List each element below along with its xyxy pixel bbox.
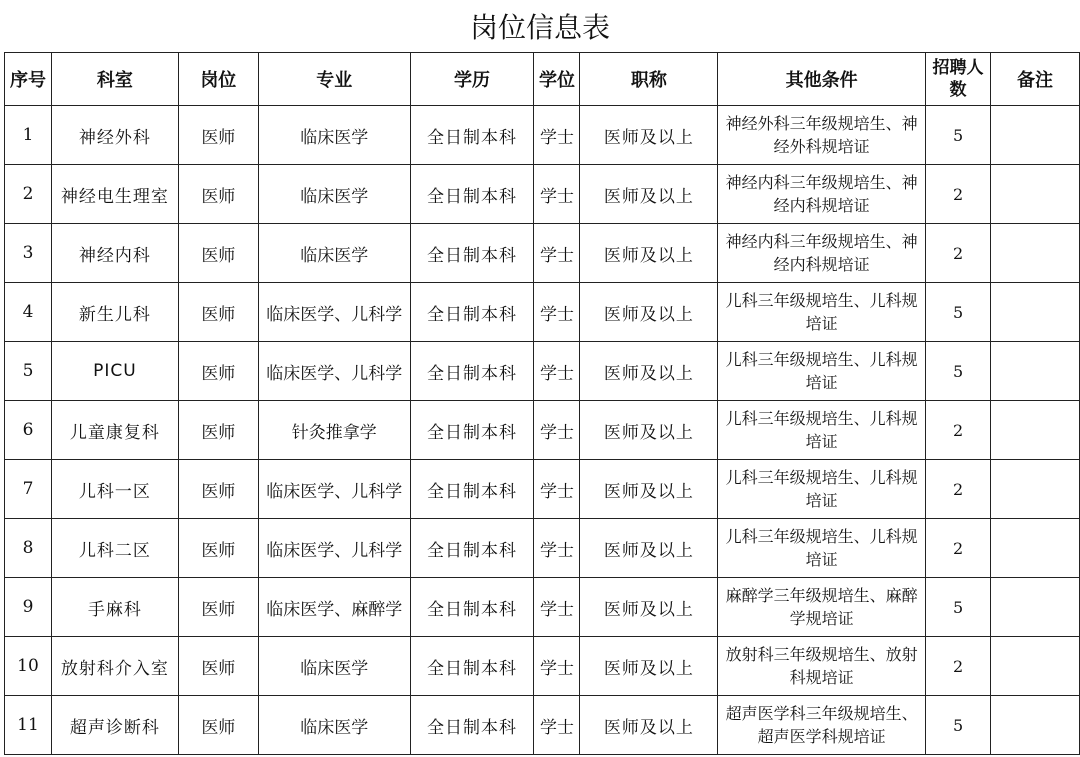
- cell-education: 全日制本科: [410, 342, 534, 401]
- cell-department: 手麻科: [51, 578, 178, 637]
- cell-recruit: 5: [926, 283, 991, 342]
- cell-degree: 学士: [534, 696, 580, 755]
- cell-major: 临床医学、儿科学: [258, 342, 410, 401]
- cell-note: [991, 401, 1080, 460]
- cell-note: [991, 342, 1080, 401]
- position-table: [4, 52, 1080, 755]
- cell-other: 儿科三年级规培生、儿科规培证: [718, 519, 926, 578]
- cell-index: 8: [5, 519, 52, 578]
- cell-degree: 学士: [534, 578, 580, 637]
- cell-department: PICU: [51, 342, 178, 401]
- table-row: [5, 519, 1080, 578]
- cell-major: 临床医学: [258, 224, 410, 283]
- cell-other: 儿科三年级规培生、儿科规培证: [718, 283, 926, 342]
- cell-department: 神经内科: [51, 224, 178, 283]
- cell-other: 放射科三年级规培生、放射科规培证: [718, 637, 926, 696]
- cell-title: 医师及以上: [580, 165, 718, 224]
- header-degree: 学位: [534, 53, 580, 106]
- cell-department: 放射科介入室: [51, 637, 178, 696]
- cell-degree: 学士: [534, 401, 580, 460]
- cell-title: 医师及以上: [580, 401, 718, 460]
- cell-position: 医师: [178, 106, 258, 165]
- cell-other: 神经内科三年级规培生、神经内科规培证: [718, 224, 926, 283]
- cell-note: [991, 460, 1080, 519]
- cell-note: [991, 224, 1080, 283]
- cell-recruit: 2: [926, 165, 991, 224]
- cell-department: 新生儿科: [51, 283, 178, 342]
- cell-title: 医师及以上: [580, 342, 718, 401]
- table-row: [5, 401, 1080, 460]
- cell-recruit: 5: [926, 106, 991, 165]
- cell-degree: 学士: [534, 224, 580, 283]
- header-row: [5, 53, 1080, 106]
- cell-degree: 学士: [534, 637, 580, 696]
- cell-position: 医师: [178, 283, 258, 342]
- cell-index: 1: [5, 106, 52, 165]
- cell-department: 儿科一区: [51, 460, 178, 519]
- cell-note: [991, 637, 1080, 696]
- table-row: [5, 578, 1080, 637]
- cell-note: [991, 696, 1080, 755]
- cell-position: 医师: [178, 637, 258, 696]
- cell-title: 医师及以上: [580, 696, 718, 755]
- cell-position: 医师: [178, 460, 258, 519]
- cell-major: 临床医学: [258, 696, 410, 755]
- cell-degree: 学士: [534, 519, 580, 578]
- cell-other: 神经外科三年级规培生、神经外科规培证: [718, 106, 926, 165]
- cell-education: 全日制本科: [410, 460, 534, 519]
- cell-other: 儿科三年级规培生、儿科规培证: [718, 342, 926, 401]
- cell-major: 临床医学、儿科学: [258, 460, 410, 519]
- cell-degree: 学士: [534, 165, 580, 224]
- cell-other: 神经内科三年级规培生、神经内科规培证: [718, 165, 926, 224]
- cell-position: 医师: [178, 165, 258, 224]
- cell-index: 10: [5, 637, 52, 696]
- cell-position: 医师: [178, 519, 258, 578]
- header-major: 专业: [258, 53, 410, 106]
- cell-major: 临床医学、儿科学: [258, 519, 410, 578]
- cell-note: [991, 106, 1080, 165]
- table-row: [5, 696, 1080, 755]
- cell-education: 全日制本科: [410, 401, 534, 460]
- table-row: [5, 283, 1080, 342]
- cell-education: 全日制本科: [410, 224, 534, 283]
- cell-title: 医师及以上: [580, 578, 718, 637]
- header-index: 序号: [5, 53, 52, 106]
- cell-title: 医师及以上: [580, 637, 718, 696]
- cell-recruit: 2: [926, 519, 991, 578]
- header-other: 其他条件: [718, 53, 926, 106]
- cell-other: 儿科三年级规培生、儿科规培证: [718, 401, 926, 460]
- cell-recruit: 5: [926, 578, 991, 637]
- cell-degree: 学士: [534, 460, 580, 519]
- cell-title: 医师及以上: [580, 519, 718, 578]
- table-row: [5, 460, 1080, 519]
- cell-note: [991, 519, 1080, 578]
- cell-index: 7: [5, 460, 52, 519]
- cell-index: 11: [5, 696, 52, 755]
- cell-degree: 学士: [534, 283, 580, 342]
- cell-degree: 学士: [534, 342, 580, 401]
- cell-major: 临床医学、麻醉学: [258, 578, 410, 637]
- cell-title: 医师及以上: [580, 460, 718, 519]
- cell-recruit: 2: [926, 460, 991, 519]
- cell-major: 临床医学: [258, 165, 410, 224]
- cell-position: 医师: [178, 401, 258, 460]
- cell-position: 医师: [178, 578, 258, 637]
- cell-note: [991, 578, 1080, 637]
- cell-recruit: 2: [926, 637, 991, 696]
- cell-major: 针灸推拿学: [258, 401, 410, 460]
- cell-department: 超声诊断科: [51, 696, 178, 755]
- cell-note: [991, 283, 1080, 342]
- cell-major: 临床医学、儿科学: [258, 283, 410, 342]
- header-recruit: 招聘人数: [926, 53, 991, 106]
- cell-title: 医师及以上: [580, 224, 718, 283]
- cell-index: 6: [5, 401, 52, 460]
- cell-index: 5: [5, 342, 52, 401]
- cell-position: 医师: [178, 224, 258, 283]
- table-row: [5, 165, 1080, 224]
- cell-education: 全日制本科: [410, 283, 534, 342]
- cell-education: 全日制本科: [410, 106, 534, 165]
- cell-other: 超声医学科三年级规培生、超声医学科规培证: [718, 696, 926, 755]
- cell-recruit: 5: [926, 696, 991, 755]
- cell-department: 儿童康复科: [51, 401, 178, 460]
- cell-education: 全日制本科: [410, 519, 534, 578]
- cell-other: 儿科三年级规培生、儿科规培证: [718, 460, 926, 519]
- cell-index: 9: [5, 578, 52, 637]
- cell-position: 医师: [178, 342, 258, 401]
- cell-degree: 学士: [534, 106, 580, 165]
- header-title: 职称: [580, 53, 718, 106]
- table-row: [5, 224, 1080, 283]
- cell-department: 神经外科: [51, 106, 178, 165]
- cell-title: 医师及以上: [580, 106, 718, 165]
- cell-education: 全日制本科: [410, 696, 534, 755]
- cell-position: 医师: [178, 696, 258, 755]
- header-position: 岗位: [178, 53, 258, 106]
- cell-education: 全日制本科: [410, 637, 534, 696]
- header-education: 学历: [410, 53, 534, 106]
- cell-department: 神经电生理室: [51, 165, 178, 224]
- cell-department: 儿科二区: [51, 519, 178, 578]
- header-note: 备注: [991, 53, 1080, 106]
- header-department: 科室: [51, 53, 178, 106]
- cell-education: 全日制本科: [410, 165, 534, 224]
- cell-recruit: 2: [926, 401, 991, 460]
- cell-major: 临床医学: [258, 106, 410, 165]
- table-row: [5, 342, 1080, 401]
- table-row: [5, 637, 1080, 696]
- cell-recruit: 2: [926, 224, 991, 283]
- cell-other: 麻醉学三年级规培生、麻醉学规培证: [718, 578, 926, 637]
- cell-index: 2: [5, 165, 52, 224]
- cell-education: 全日制本科: [410, 578, 534, 637]
- table-row: [5, 106, 1080, 165]
- page-title: 岗位信息表: [469, 11, 610, 44]
- cell-recruit: 5: [926, 342, 991, 401]
- cell-index: 4: [5, 283, 52, 342]
- cell-index: 3: [5, 224, 52, 283]
- cell-note: [991, 165, 1080, 224]
- cell-title: 医师及以上: [580, 283, 718, 342]
- cell-major: 临床医学: [258, 637, 410, 696]
